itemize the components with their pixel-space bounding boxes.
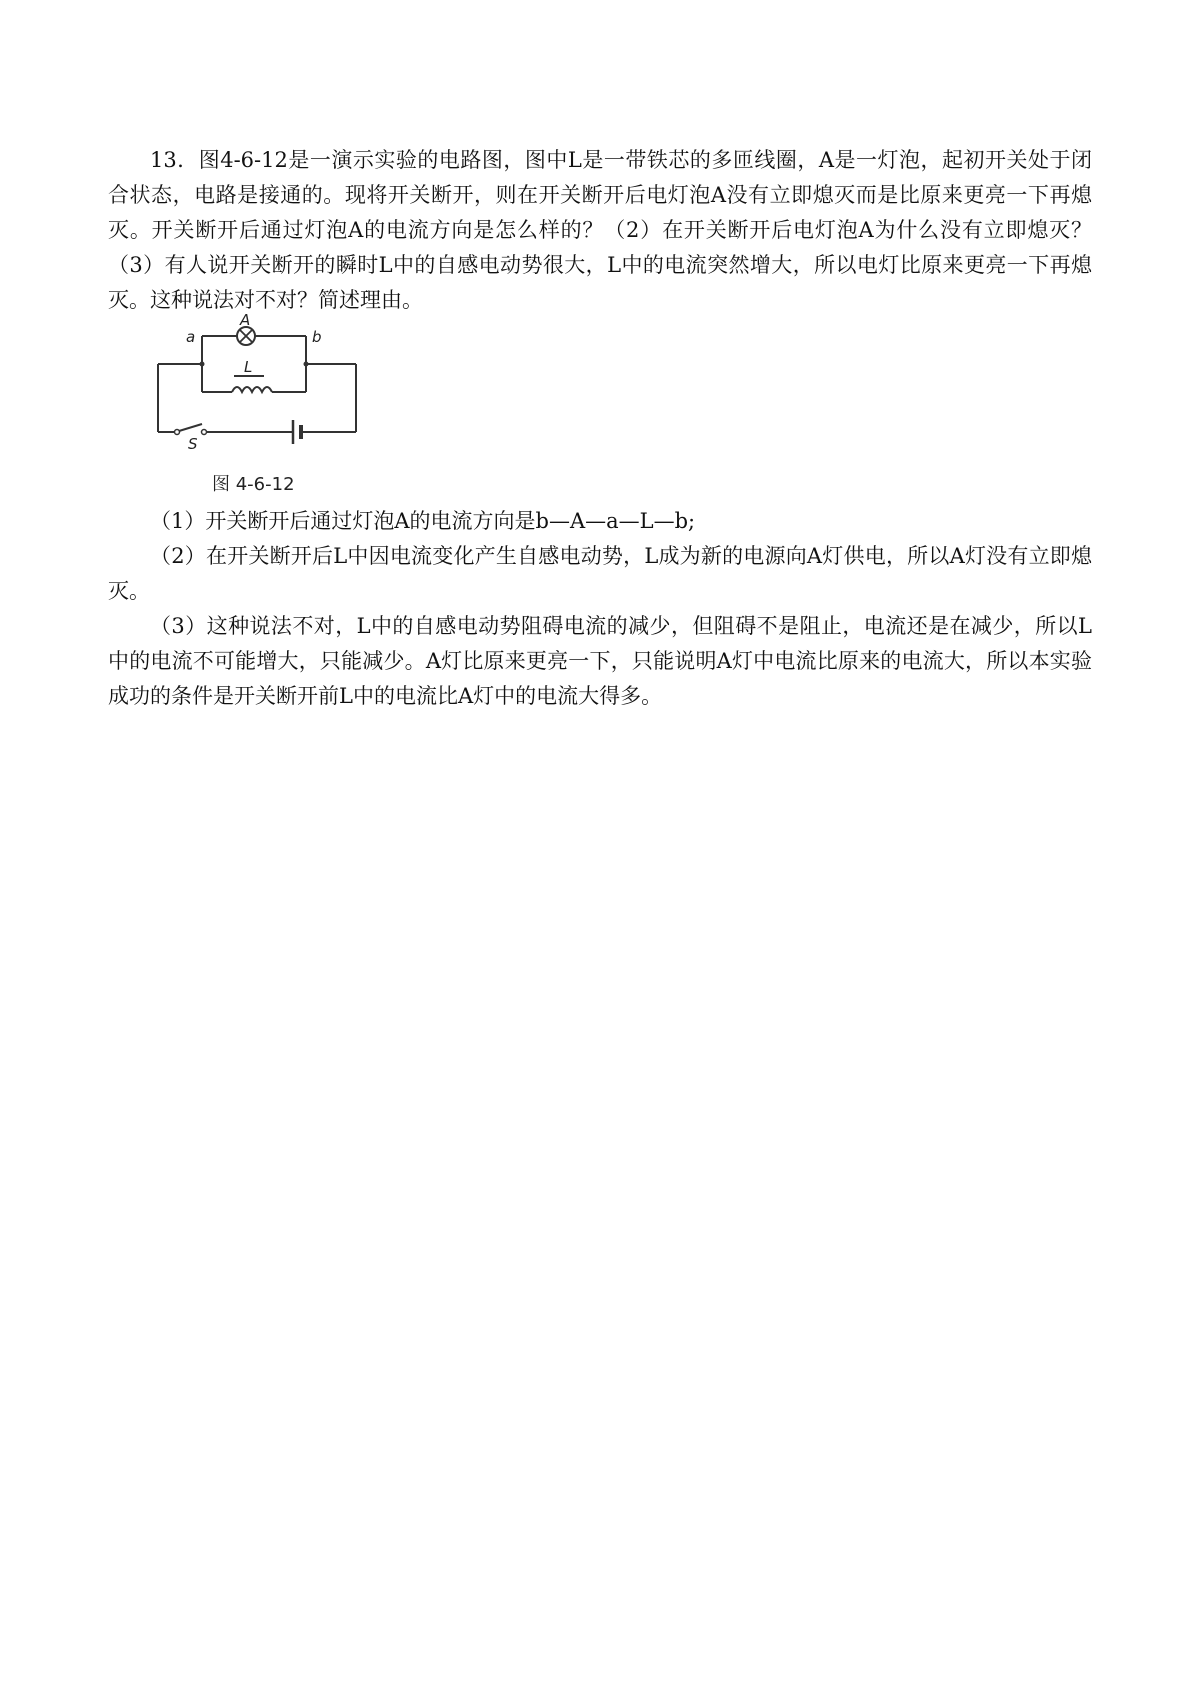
question-text: 13．图4-6-12是一演示实验的电路图，图中L是一带铁芯的多匝线圈，A是一灯泡，起初开关处于闭合状态，电路是接通的。现将开关断开，则在开关断开后电灯泡A没有立即熄灭而是比原来更亮一下再熄灭。开关断开后通过灯泡A的电流方向是怎么样的？（2）在开关断开后电灯泡A为什么没有立即熄灭？（3）有人说开关断开的瞬时L中的自感电动势很大，L中的电流突然增大，所以电灯比原来更亮一下再熄灭。这种说法对不对？简述理由。 bbox=[108, 148, 1092, 312]
figure-caption: 图 4-6-12 bbox=[212, 474, 295, 495]
answer-2: （2）在开关断开后L中因电流变化产生自感电动势，L成为新的电源向A灯供电，所以A灯没有立即熄灭。 bbox=[108, 544, 1092, 603]
label-switch: S bbox=[188, 435, 198, 453]
junction-b bbox=[304, 362, 309, 367]
switch-contact-right bbox=[202, 430, 207, 435]
answers-section bbox=[108, 504, 1092, 714]
switch-contact-left bbox=[175, 430, 180, 435]
answer-1: （1）开关断开后通过灯泡A的电流方向是b—A—a—L—b; bbox=[150, 509, 696, 533]
label-lamp: A bbox=[240, 311, 251, 329]
lamp-icon bbox=[237, 327, 255, 345]
circuit-diagram bbox=[158, 311, 442, 472]
circuit-figure bbox=[158, 311, 442, 498]
answer-3: （3）这种说法不对，L中的自感电动势阻碍电流的减少，但阻碍不是阻止，电流还是在减少，所以L中的电流不可能增大，只能减少。A灯比原来更亮一下，只能说明A灯中电流比原来的电流大，所以本实验成功的条件是开关断开前L中的电流比A灯中的电流大得多。 bbox=[108, 614, 1092, 708]
switch-blade bbox=[179, 424, 202, 431]
inductor-coil-icon bbox=[232, 375, 272, 392]
junction-a bbox=[200, 362, 205, 367]
label-node-a: a bbox=[186, 328, 196, 346]
label-node-b: b bbox=[312, 328, 322, 346]
label-inductor: L bbox=[244, 358, 253, 376]
document-content bbox=[108, 143, 1092, 714]
